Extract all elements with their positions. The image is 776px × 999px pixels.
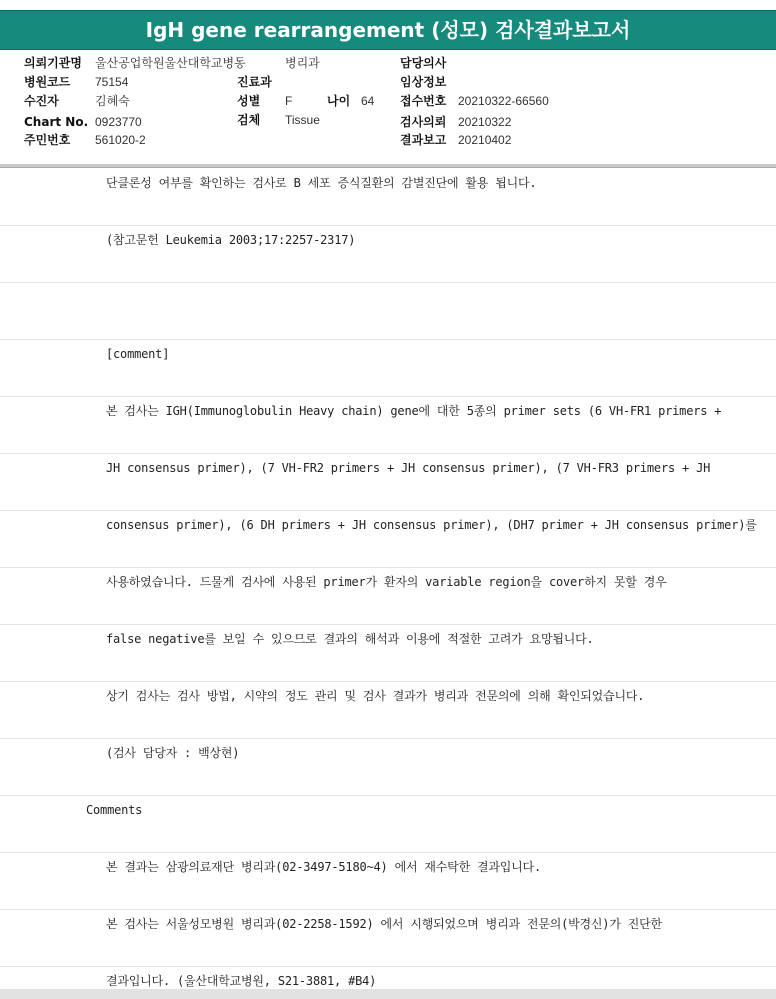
- report-date-value: 20210402: [458, 133, 512, 147]
- report-line-text: 사용하였습니다. 드물게 검사에 사용된 primer가 환자의 variable region을 cover하지 못할 경우: [106, 575, 667, 589]
- report-line: [0, 681, 776, 739]
- report-line: [0, 567, 776, 625]
- comments-heading-row: [0, 795, 776, 853]
- department-value: 병리과: [285, 56, 320, 70]
- age-value: 64: [361, 94, 375, 108]
- report-line-text: [comment]: [106, 347, 170, 361]
- patient-value: 김혜숙: [95, 94, 130, 108]
- clinical-info-label: 임상정보: [400, 75, 447, 89]
- report-title: IgH gene rearrangement (성모) 검사결과보고서: [0, 10, 776, 50]
- resident-no-label: 주민번호: [24, 133, 71, 147]
- receipt-no-label: 접수번호: [400, 94, 447, 108]
- report-line: [0, 225, 776, 283]
- report-line-text: 결과입니다. (울산대학교병원, S21-3881, #B4): [106, 974, 377, 988]
- receipt-no-value: 20210322-66560: [458, 94, 549, 108]
- report-date-label: 결과보고: [400, 133, 447, 147]
- report-line: [0, 339, 776, 397]
- report-line: [0, 738, 776, 796]
- report-line-text: 상기 검사는 검사 방법, 시약의 정도 관리 및 검사 결과가 병리과 전문의에 의해 확인되었습니다.: [106, 689, 645, 703]
- report-line-text: 본 검사는 서울성모병원 병리과(02-2258-1592) 에서 시행되었으며 병리과 전문의(박경신)가 진단한: [106, 917, 662, 931]
- request-date-value: 20210322: [458, 115, 512, 129]
- report-line-text: JH consensus primer), (7 VH-FR2 primers + JH consensus primer), (7 VH-FR3 primers + JH: [106, 461, 711, 475]
- age-label: 나이: [327, 94, 351, 108]
- report-line: [0, 909, 776, 967]
- chart-no-value: 0923770: [95, 115, 142, 129]
- report-line-text: 본 검사는 IGH(Immunoglobulin Heavy chain) gene에 대한 5종의 primer sets (6 VH-FR1 primers +: [106, 404, 722, 418]
- report-line: [0, 396, 776, 454]
- sex-label: 성별: [237, 94, 261, 108]
- report-line-text: 단클론성 여부를 확인하는 검사로 B 세포 증식질환의 감별진단에 활용 됩니다.: [106, 176, 537, 190]
- specimen-value: Tissue: [285, 113, 320, 127]
- hospital-code-label: 병원코드: [24, 75, 71, 89]
- report-line-text: (참고문헌 Leukemia 2003;17:2257-2317): [106, 233, 356, 247]
- report-line-text: 본 결과는 삼광의료재단 병리과(02-3497-5180~4) 에서 재수탁한 결과입니다.: [106, 860, 541, 874]
- sex-value: F: [285, 94, 293, 108]
- clinic-label: 진료과: [237, 75, 272, 89]
- report-line: [0, 168, 776, 226]
- report-line: [0, 966, 776, 988]
- institution-value: 울산공업학원울산대학교병동: [95, 56, 246, 70]
- report-line: [0, 510, 776, 568]
- report-line-text: (검사 담당자 : 백상현): [106, 746, 240, 760]
- report-line: [0, 453, 776, 511]
- report-line: [0, 852, 776, 910]
- patient-label: 수진자: [24, 94, 59, 108]
- report-line-text: consensus primer), (6 DH primers + JH consensus primer), (DH7 primer + JH consensus primer)를: [106, 518, 757, 532]
- resident-no-value: 561020-2: [95, 133, 146, 147]
- report-line: [0, 624, 776, 682]
- comments-heading: Comments: [86, 803, 143, 817]
- hospital-code-value: 75154: [95, 75, 129, 89]
- request-date-label: 검사의뢰: [400, 115, 447, 129]
- bottom-scroll-edge: [0, 989, 776, 999]
- patient-info-panel: [0, 52, 776, 164]
- report-line-text: false negative를 보일 수 있으므로 결과의 해석과 이용에 적절한 고려가 요망됩니다.: [106, 632, 594, 646]
- specimen-label: 검체: [237, 113, 261, 127]
- report-line: [0, 282, 776, 340]
- chart-no-label: Chart No.: [24, 115, 89, 129]
- doctor-label: 담당의사: [400, 56, 447, 70]
- institution-label: 의뢰기관명: [24, 56, 82, 70]
